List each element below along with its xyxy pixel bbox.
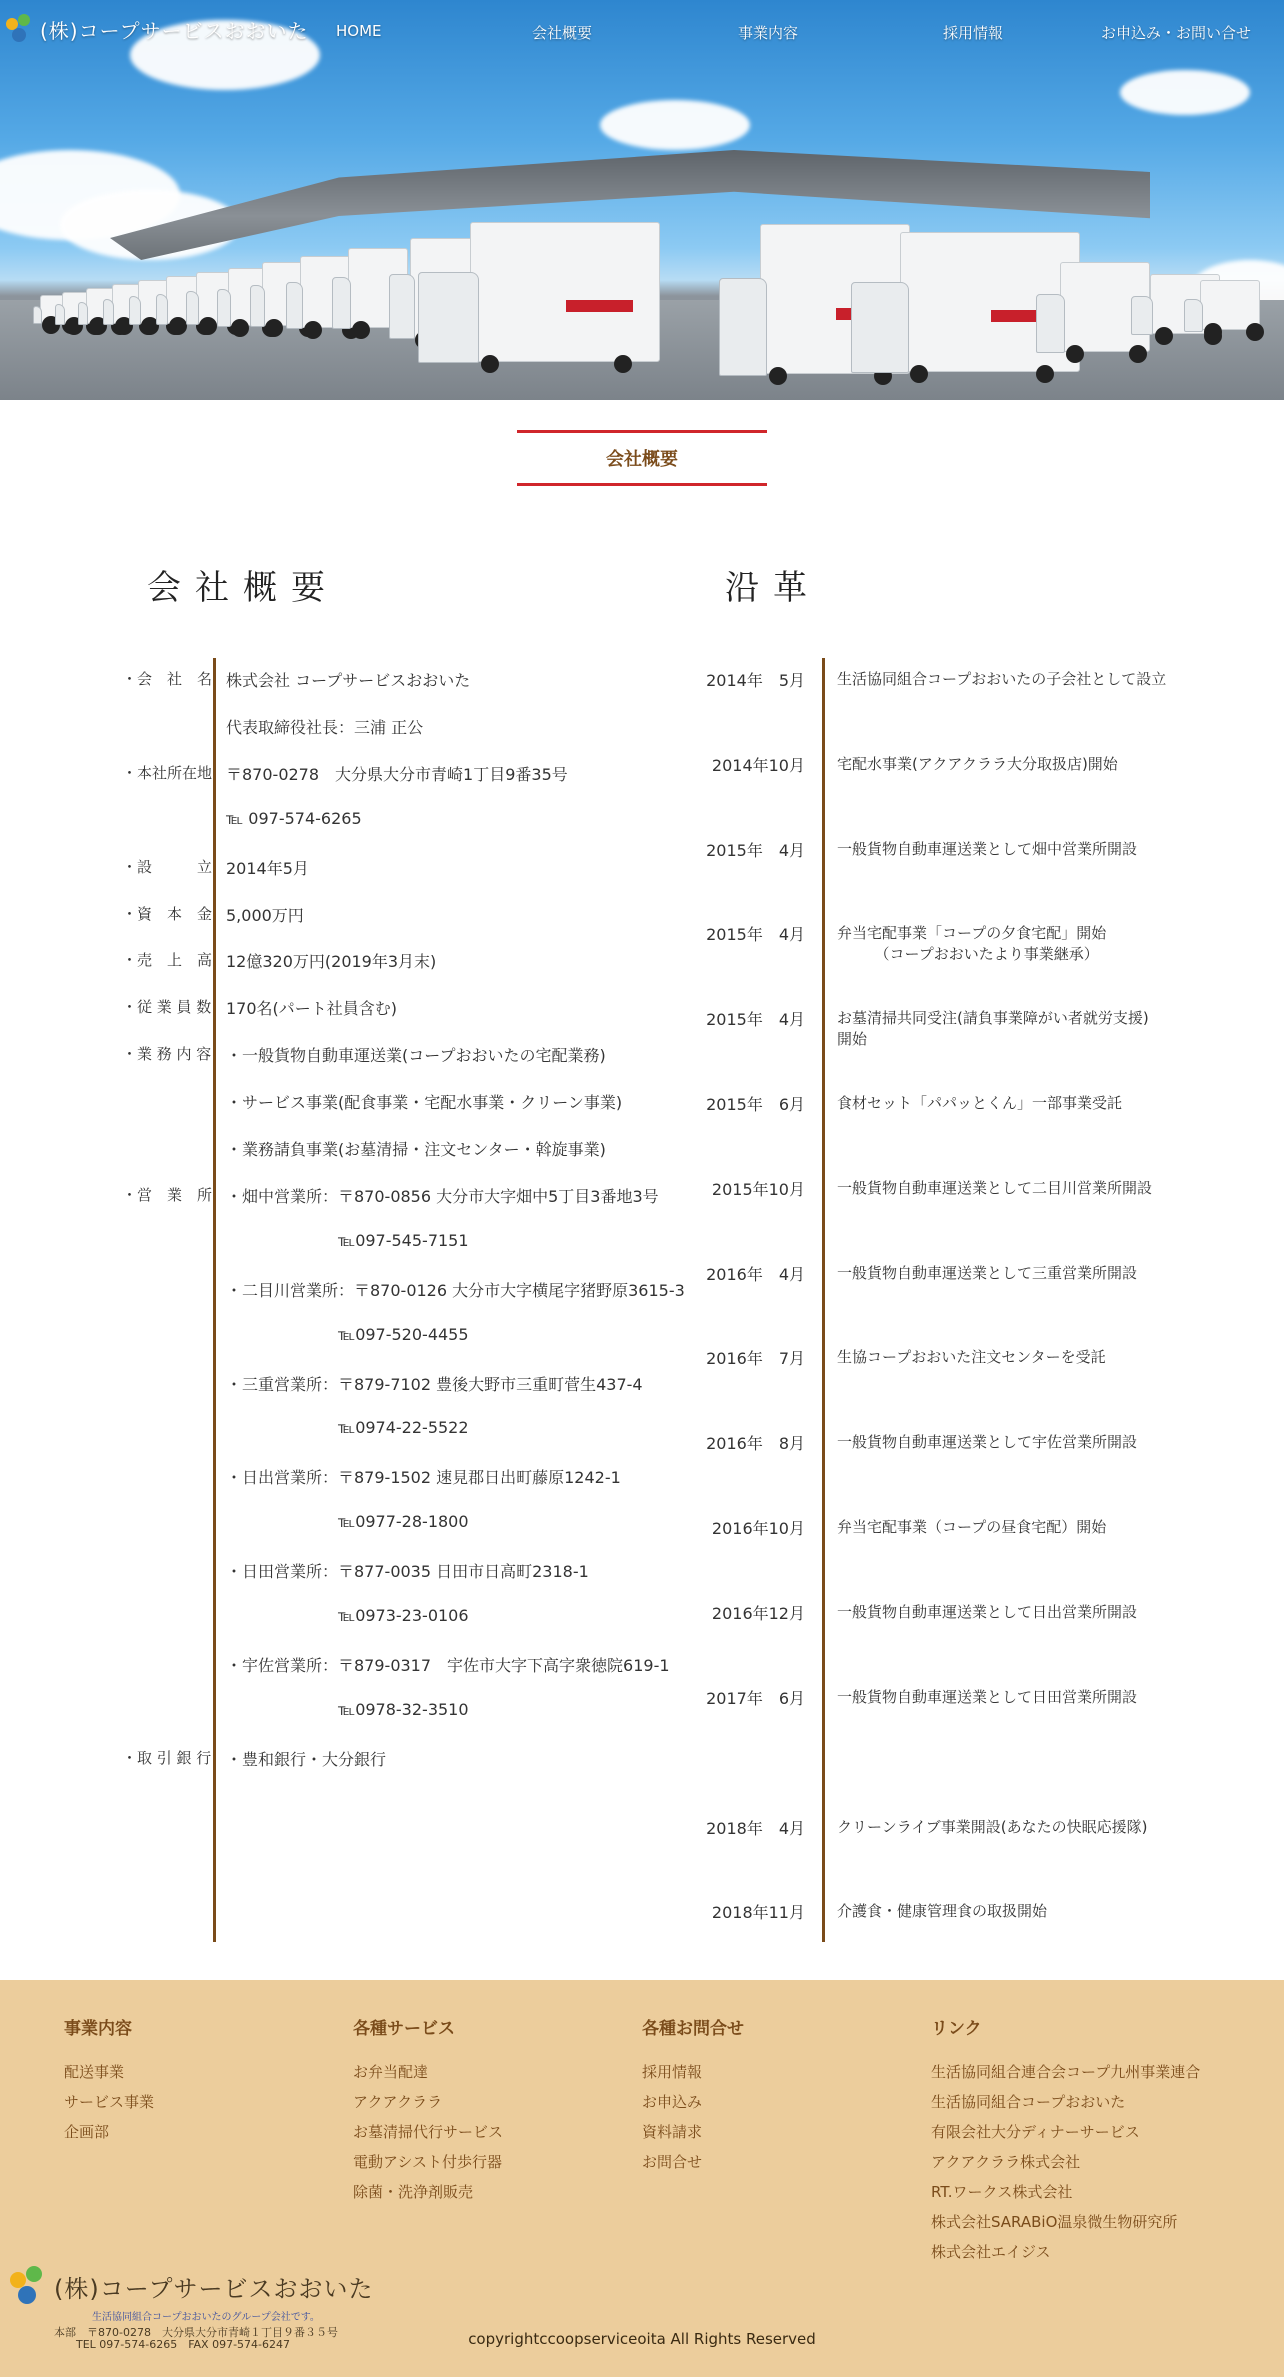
history-date: 2016年 7月 (706, 1349, 805, 1368)
footer-link[interactable]: 採用情報 (642, 2063, 703, 2081)
history-date: 2016年10月 (711, 1519, 805, 1538)
company-row-value: ・畑中営業所：〒870-0856 大分市大字畑中5丁目3番地3号 (226, 1187, 659, 1206)
history-text: 弁当宅配事業「コープの夕食宅配」開始 （コープおおいたより事業継承） (837, 924, 1107, 963)
company-row-label: ・業 務 内 容 (122, 1045, 212, 1063)
footer-link[interactable]: 株式会社SARABiO温泉微生物研究所 (931, 2213, 1178, 2231)
company-row-label: ・会 社 名 (122, 670, 213, 688)
company-row-value: 2014年5月 (226, 859, 309, 878)
company-row-value: 170名(パート社員含む) (226, 999, 398, 1018)
cloud (1120, 70, 1250, 115)
company-row-value: ・日田営業所：〒877-0035 日田市日高町2318-1 (226, 1562, 589, 1581)
company-row-value: ・宇佐営業所：〒879-0317 宇佐市大字下高字衆徳院619-1 (226, 1656, 670, 1675)
history-date: 2017年 6月 (706, 1689, 805, 1708)
history-date: 2015年 6月 (706, 1095, 805, 1114)
company-row-value: 〒870-0278 大分県大分市青崎1丁目9番35号 (226, 765, 568, 784)
history-date: 2015年 4月 (706, 1010, 805, 1029)
truck (470, 222, 660, 362)
footer-link[interactable]: 資料請求 (642, 2123, 703, 2141)
footer-link[interactable]: アクアクララ株式会社 (931, 2153, 1081, 2171)
history-text: クリーンライブ事業開設(あなたの快眠応援隊) (837, 1818, 1148, 1836)
footer-link[interactable]: 生活協同組合連合会コープ九州事業連合 (931, 2063, 1201, 2081)
brand-name: (株)コープサービスおおいた (40, 18, 309, 43)
hero-banner (0, 0, 1284, 400)
company-row-label: ・資 本 金 (122, 905, 213, 923)
history-text: 生活協同組合コープおおいたの子会社として設立 (837, 670, 1167, 688)
company-row-value: ・サービス事業(配食事業・宅配水事業・クリーン事業) (226, 1093, 623, 1112)
history-heading: 沿革 (725, 568, 821, 608)
history-date: 2018年 4月 (706, 1819, 805, 1838)
footer-col-links (931, 2014, 1200, 2267)
history-text: 生協コープおおいた注文センターを受託 (837, 1348, 1106, 1366)
history-text: 一般貨物自動車運送業として畑中営業所開設 (837, 840, 1138, 858)
footer-col-inquiry (642, 2014, 744, 2177)
history-date: 2015年 4月 (706, 925, 805, 944)
nav-business[interactable]: 事業内容 (738, 24, 799, 42)
history-text: 一般貨物自動車運送業として宇佐営業所開設 (837, 1433, 1138, 1451)
company-row-label: ・従 業 員 数 (122, 998, 212, 1016)
truck (1200, 280, 1260, 330)
footer-address: 本部 〒870-0278 大分県大分市青崎１丁目９番３５号 TEL 097-574-6265 FAX 097-574-6247 (54, 2326, 338, 2351)
history-text: 一般貨物自動車運送業として二目川営業所開設 (837, 1179, 1153, 1197)
footer (0, 1980, 1284, 2377)
history-date: 2018年11月 (711, 1903, 805, 1922)
company-row-label: ・設 立 (122, 858, 213, 876)
company-row-value: ℡0973-23-0106 (338, 1606, 469, 1625)
footer-link[interactable]: お申込み (642, 2093, 703, 2111)
company-row-value: ℡0974-22-5522 (338, 1418, 469, 1437)
history-date: 2014年10月 (711, 756, 805, 775)
history-text: 弁当宅配事業（コープの昼食宅配）開始 (837, 1518, 1107, 1536)
footer-link[interactable]: お墓清掃代行サービス (353, 2123, 504, 2141)
company-row-label: ・営 業 所 (122, 1186, 213, 1204)
history-text: 宅配水事業(アクアクララ大分取扱店)開始 (837, 755, 1118, 773)
nav-company[interactable]: 会社概要 (532, 24, 593, 42)
history-date: 2016年 4月 (706, 1265, 805, 1284)
footer-link[interactable]: 生活協同組合コープおおいた (931, 2093, 1126, 2111)
history-date: 2016年 8月 (706, 1434, 805, 1453)
footer-col-title: リンク (931, 2019, 982, 2039)
history-text: 介護食・健康管理食の取扱開始 (837, 1902, 1048, 1920)
history-date: 2014年 5月 (706, 671, 805, 690)
footer-link[interactable]: アクアクララ (353, 2093, 443, 2111)
footer-brand-sub: 生活協同組合コープおおいたのグループ会社です。 (92, 2312, 320, 2323)
history-date: 2016年12月 (711, 1604, 805, 1623)
company-row-value: ・日出営業所：〒879-1502 速見郡日出町藤原1242-1 (226, 1468, 621, 1487)
history-date: 2015年10月 (711, 1180, 805, 1199)
company-row-value: ℡097-520-4455 (338, 1325, 469, 1344)
company-row-value: ℡0978-32-3510 (338, 1700, 469, 1719)
company-row-value: ℡ 097-574-6265 (226, 809, 362, 828)
nav-contact[interactable]: お申込み・お問い合せ (1101, 24, 1252, 42)
footer-col-title: 事業内容 (64, 2019, 132, 2039)
copyright: copyrightccoopserviceoita All Rights Reserved (468, 2330, 816, 2348)
footer-brand-name: (株)コープサービスおおいた (54, 2274, 374, 2303)
cloud (600, 100, 750, 150)
history-text: お墓清掃共同受注(請負事業障がい者就労支援) 開始 (837, 1009, 1149, 1048)
company-row-value: ・一般貨物自動車運送業(コープおおいたの宅配業務) (226, 1046, 606, 1065)
history-text: 一般貨物自動車運送業として日出営業所開設 (837, 1603, 1138, 1621)
company-row-value: ・三重営業所：〒879-7102 豊後大野市三重町菅生437-4 (226, 1375, 643, 1394)
company-row-value: ℡097-545-7151 (338, 1231, 469, 1250)
company-row-label: ・本社所在地 (122, 764, 213, 782)
footer-link[interactable]: RT.ワークス株式会社 (931, 2183, 1073, 2201)
footer-col-business (64, 2014, 154, 2147)
footer-link[interactable]: 株式会社エイジス (931, 2243, 1051, 2261)
history-text: 一般貨物自動車運送業として日田営業所開設 (837, 1688, 1138, 1706)
company-row-value: ℡0977-28-1800 (338, 1512, 469, 1531)
history-text: 食材セット「パパッとくん」一部事業受託 (837, 1094, 1123, 1112)
company-row-value: ・業務請負事業(お墓清掃・注文センター・斡旋事業) (226, 1140, 606, 1159)
history-divider (822, 658, 825, 1942)
section-title: 会社概要 (517, 430, 767, 486)
footer-link[interactable]: お弁当配達 (353, 2063, 429, 2081)
footer-col-services (353, 2014, 503, 2207)
footer-col-title: 各種お問合せ (642, 2019, 744, 2039)
company-row-value: 代表取締役社長：三浦 正公 (226, 718, 424, 737)
footer-link[interactable]: サービス事業 (64, 2093, 155, 2111)
footer-link[interactable]: 除菌・洗浄剤販売 (353, 2183, 474, 2201)
company-row-value: ・二目川営業所：〒870-0126 大分市大字横尾字猪野原3615-3 (226, 1281, 685, 1300)
company-row-label: ・取 引 銀 行 (122, 1749, 212, 1767)
footer-col-title: 各種サービス (353, 2019, 455, 2039)
footer-link[interactable]: お問合せ (642, 2153, 703, 2171)
history-date: 2015年 4月 (706, 841, 805, 860)
company-row-label: ・売 上 高 (122, 951, 213, 969)
footer-link[interactable]: 有限会社大分ディナーサービス (931, 2123, 1140, 2141)
history-text: 一般貨物自動車運送業として三重営業所開設 (837, 1264, 1138, 1282)
coop-logo-icon (8, 2266, 48, 2306)
footer-link[interactable]: 企画部 (64, 2123, 110, 2141)
company-row-value: 株式会社 コープサービスおおいた (226, 671, 471, 690)
company-row-value: 12億320万円(2019年3月末) (226, 952, 437, 971)
nav-home[interactable]: HOME (336, 22, 382, 40)
footer-link[interactable]: 配送事業 (64, 2063, 125, 2081)
company-heading: 会社概要 (147, 568, 339, 608)
footer-link[interactable]: 電動アシスト付歩行器 (353, 2153, 502, 2171)
nav-recruit[interactable]: 採用情報 (943, 24, 1004, 42)
global-nav (0, 22, 1284, 44)
company-row-value: ・豊和銀行・大分銀行 (226, 1750, 387, 1769)
company-row-value: 5,000万円 (226, 906, 304, 925)
